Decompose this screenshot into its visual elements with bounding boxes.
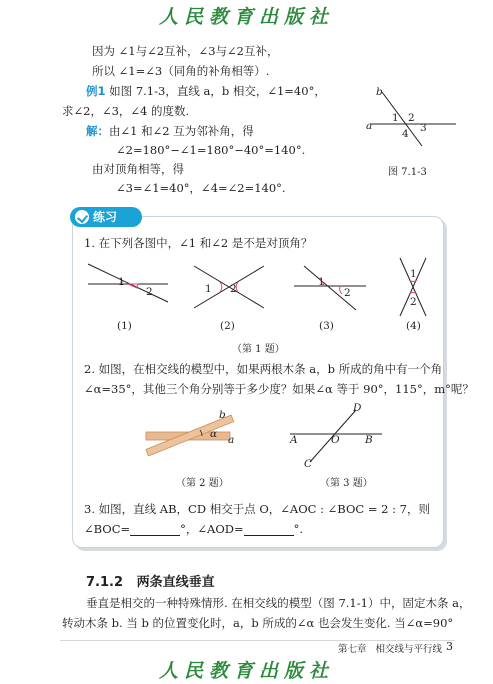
- fig-713-label-3: 3: [420, 122, 427, 134]
- fig-713-label-1: 1: [392, 112, 399, 124]
- q1f4-label-2: 2: [410, 296, 417, 308]
- q3-label-B: B: [365, 434, 373, 446]
- q3-label-A: A: [290, 434, 298, 446]
- q3-line-2b: °，∠AOD=: [180, 522, 244, 536]
- q1-text: 1. 在下列各图中，∠1 和∠2 是不是对顶角？: [84, 236, 313, 250]
- q1f2-label-1: 1: [205, 283, 212, 295]
- fig-713-label-b: b: [376, 86, 383, 98]
- q2-label-b: b: [219, 409, 226, 421]
- q3-caption: （第 3 题）: [320, 478, 373, 489]
- q3-line-2a: ∠BOC=: [84, 522, 131, 536]
- q1-fig-label-2: (2): [220, 320, 235, 332]
- q1-caption: （第 1 题）: [232, 344, 285, 355]
- example-line-1: [86, 84, 326, 98]
- q1f3-label-1: 1: [318, 276, 325, 288]
- q2-line-1: 2. 如图，在相交线的模型中，如果两根木条 a，b 所成的角中有一个角: [84, 362, 443, 376]
- solution-line-3: 由对顶角相等，得: [92, 162, 184, 176]
- example-label: 例1: [86, 84, 106, 98]
- exercise-badge: [70, 207, 142, 227]
- example-line-2: 求∠2，∠3，∠4 的度数.: [62, 104, 190, 118]
- exercise-badge-label: 练习: [93, 210, 118, 224]
- solution-line-4: ∠3=∠1=40°，∠4=∠2=140°.: [116, 181, 286, 195]
- fig-713-caption: 图 7.1-3: [388, 167, 427, 178]
- q3-blank-BOC[interactable]: [130, 535, 180, 536]
- q1f3-label-2: 2: [344, 287, 351, 299]
- section-paragraph-line-2: 转动木条 b. 当 b 的位置变化时，a，b 所成的∠α 也会发生变化. 当∠α=90°: [62, 616, 454, 630]
- section-paragraph-line-1: 垂直是相交的一种特殊情形. 在相交线的模型（图 7.1-1）中，固定木条 a，: [86, 596, 471, 610]
- q3-label-D: D: [353, 402, 362, 414]
- q2-caption: （第 2 题）: [176, 478, 229, 489]
- example-text-1: 如图 7.1-3，直线 a，b 相交，∠1=40°，: [109, 84, 326, 98]
- footer-chapter: 第七章 相交线与平行线: [338, 644, 443, 655]
- solution-text-1: 由∠1 和∠2 互为邻补角，得: [109, 124, 254, 138]
- q3-line-2c: °.: [293, 522, 304, 536]
- check-icon: [75, 210, 89, 224]
- q3-line-2: [84, 522, 303, 536]
- q2-label-a: a: [228, 434, 235, 446]
- q1-figure-2: [188, 258, 268, 313]
- q1f1-label-2: 2: [146, 286, 153, 298]
- q1f4-label-1: 1: [410, 268, 417, 280]
- proof-line-2: 所以 ∠1=∠3（同角的补角相等）.: [92, 64, 270, 78]
- q1-fig-label-1: (1): [117, 320, 132, 332]
- q1f1-label-1: 1: [118, 276, 125, 288]
- q1-figure-4: [396, 254, 430, 320]
- fig-713-label-4: 4: [402, 128, 409, 140]
- q1-fig-label-3: (3): [319, 320, 334, 332]
- fig-713-label-a: a: [366, 120, 373, 132]
- q2-line-2: ∠α=35°，其他三个角分别等于多少度？如果∠α 等于 90°，115°，m°呢？: [84, 382, 474, 396]
- solution-line-2: ∠2=180°−∠1=180°−40°=140°.: [116, 143, 306, 157]
- solution-label: 解：: [86, 124, 109, 138]
- section-title: 7.1.2 两条直线垂直: [86, 575, 215, 590]
- footer-page-number: 3: [446, 640, 453, 653]
- q3-line-1: 3. 如图，直线 AB，CD 相交于点 O，∠AOC : ∠BOC = 2 : 7，则: [84, 502, 430, 516]
- q1-fig-label-4: (4): [406, 320, 421, 332]
- footer-brand: 人民教育出版社: [158, 660, 334, 682]
- q2-label-alpha: α: [210, 428, 218, 440]
- solution-line-1: [86, 124, 254, 138]
- q1-figure-1: [84, 258, 174, 313]
- q3-blank-AOD[interactable]: [244, 535, 294, 536]
- header-brand: 人民教育出版社: [158, 6, 334, 28]
- q3-label-O: O: [331, 434, 340, 446]
- q3-label-C: C: [304, 458, 313, 470]
- q1-figure-3: [290, 262, 370, 317]
- fig-713-label-2: 2: [408, 112, 415, 124]
- q1f2-label-2: 2: [230, 283, 237, 295]
- proof-line-1: 因为 ∠1与∠2互补，∠3与∠2互补，: [92, 44, 279, 58]
